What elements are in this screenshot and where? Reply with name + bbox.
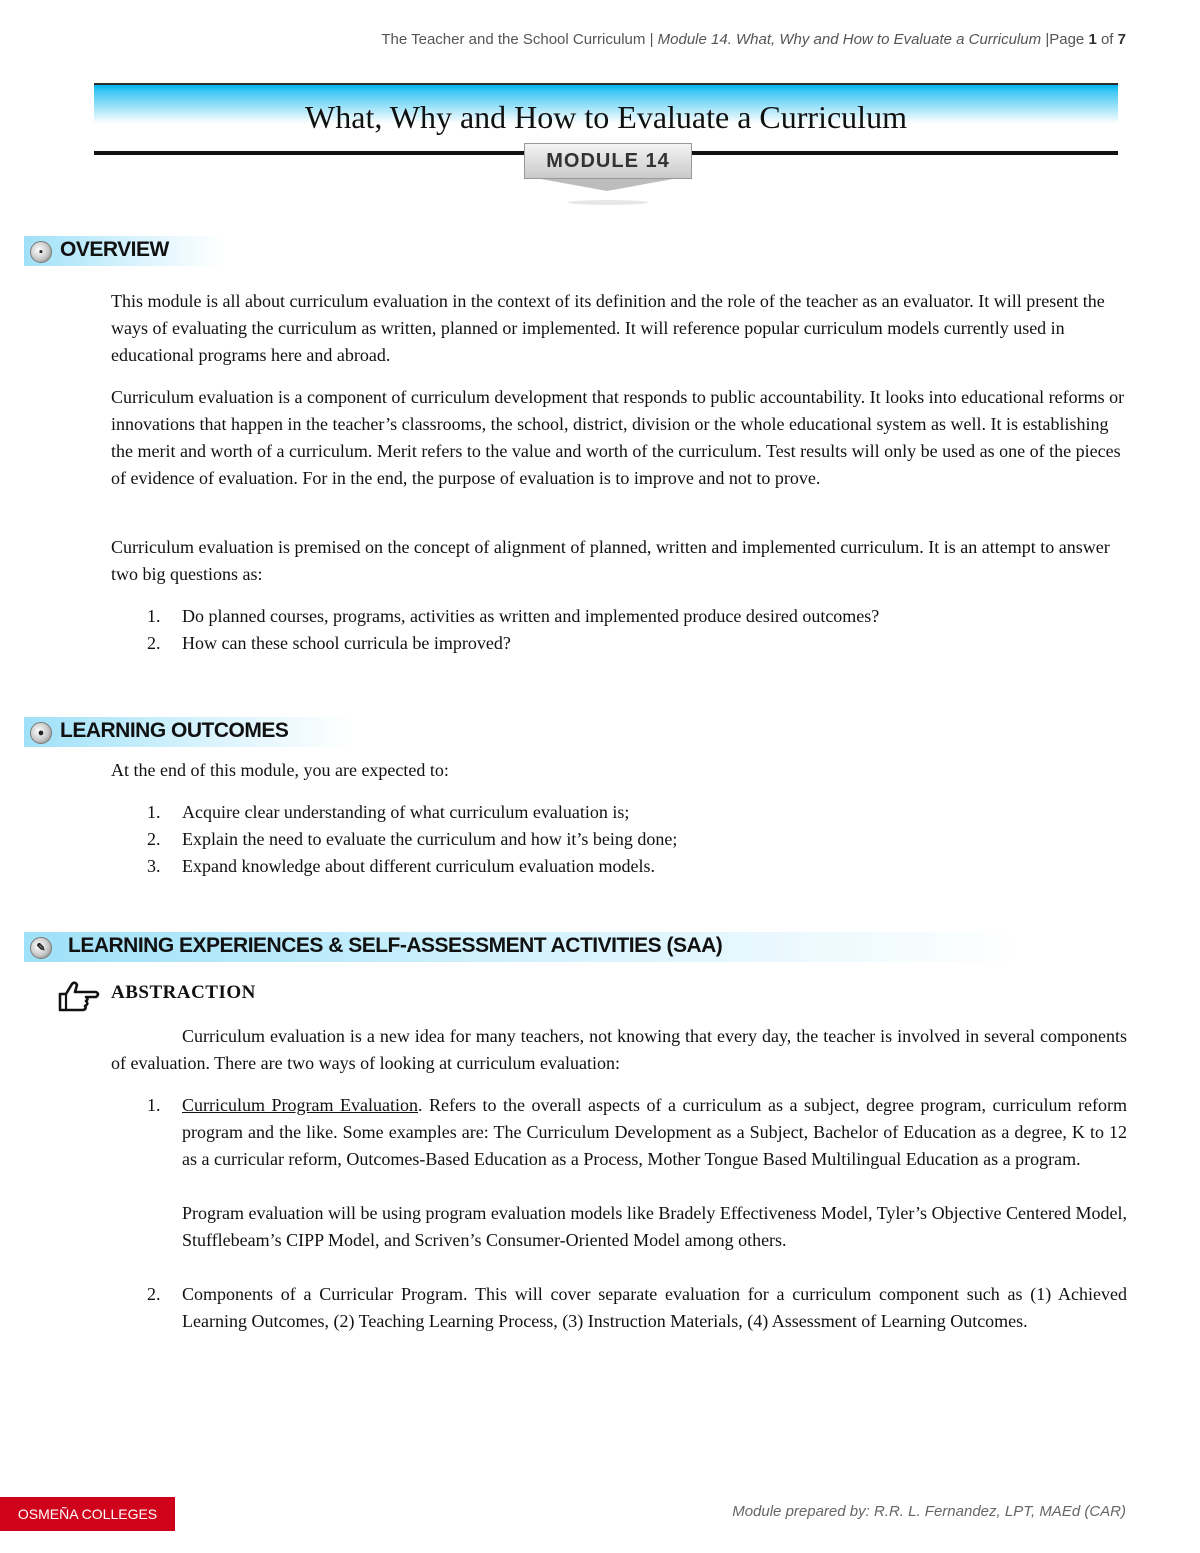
- overview-paragraph-3: Curriculum evaluation is premised on the concept of alignment of planned, written and implemented curriculum. It is an attempt to answer two big questions as:: [111, 537, 1110, 584]
- title-banner: [94, 83, 1118, 149]
- list-item: [111, 1281, 1127, 1335]
- prepared-by: Module prepared by: R.R. L. Fernandez, LPT, MAEd (CAR): [732, 1503, 1126, 1520]
- list-number: 1.: [147, 802, 161, 822]
- list-number: 2.: [147, 633, 161, 653]
- list-item: [111, 799, 1127, 826]
- course-name: The Teacher and the School Curriculum: [381, 31, 646, 48]
- overview-paragraph-2: Curriculum evaluation is a component of curriculum development that responds to public accountability. It looks into educational reforms or innovations that happen in the teacher’s classrooms, the school, district, division or the whole educational system as well. It is establishing the merit and worth of a curriculum. Merit refers to the value and worth of the curriculum. Test results will only be used as one of the pieces of evidence of evaluation. For in the end, the purpose of evaluation is to improve and not to prove.: [111, 387, 1125, 488]
- list-item: [111, 1092, 1127, 1254]
- evaluation-ways-list: [111, 1092, 1127, 1335]
- list-number: 2.: [147, 1284, 161, 1304]
- pointing-hand-icon: [56, 980, 102, 1016]
- list-item: [111, 603, 1127, 630]
- overview-paragraph-1: This module is all about curriculum evaluation in the context of its definition and the role of the teacher as an evaluator. It will present the ways of evaluating the curriculum as written, planned or implemented. It will reference popular curriculum models currently used in educational programs here and abroad.: [111, 291, 1105, 365]
- badge-tip: [530, 177, 684, 191]
- page-word: Page: [1049, 31, 1085, 48]
- experiences-section-header: [24, 932, 1024, 962]
- book-icon: ▪: [30, 241, 52, 263]
- questions-list: [111, 603, 1127, 657]
- list-number: 3.: [147, 856, 161, 876]
- program-evaluation-title: Curriculum Program Evaluation: [182, 1095, 418, 1115]
- list-text: Explain the need to evaluate the curriculum and how it’s being done;: [182, 829, 678, 849]
- module-badge: MODULE 14: [524, 143, 692, 179]
- module-reference: Module 14. What, Why and How to Evaluate a Curriculum: [657, 31, 1042, 48]
- pencil-icon: ✎: [30, 937, 52, 959]
- list-text: How can these school curricula be improved?: [182, 633, 511, 653]
- list-item: [111, 853, 1127, 880]
- outcomes-heading: LEARNING OUTCOMES: [60, 719, 289, 742]
- header-separator: |: [1045, 31, 1050, 48]
- page-current: 1: [1088, 31, 1097, 48]
- program-evaluation-text: . Refers to the overall aspects of a curriculum as a subject, degree program, curriculum reform program and the like. Some examples are: The Curriculum Development as a Subject, Bachelor of Education as a degree, K to 12 as a curricular reform, Outcomes-Based Education as a Process, Mother Tongue Based Multilingual Education as a program.: [182, 1095, 1128, 1169]
- outcomes-list: [111, 799, 1127, 880]
- components-text: Components of a Curricular Program. This will cover separate evaluation for a curriculum component such as (1) Achieved Learning Outcomes, (2) Teaching Learning Process, (3) Instruction Materials, (4) Assessment of Learning Outcomes.: [182, 1284, 1127, 1331]
- overview-section-header: [24, 236, 224, 266]
- list-number: 1.: [147, 1095, 161, 1115]
- target-icon: ●: [30, 722, 52, 744]
- page-header: [381, 31, 1126, 48]
- page-total: 7: [1117, 31, 1126, 48]
- abstraction-intro: Curriculum evaluation is a new idea for many teachers, not knowing that every day, the teacher is involved in several components of evaluation. There are two ways of looking at curriculum evaluation:: [111, 1026, 1127, 1073]
- page-title: What, Why and How to Evaluate a Curriculum: [305, 99, 907, 135]
- list-number: 1.: [147, 606, 161, 626]
- outcomes-intro: At the end of this module, you are expected to:: [111, 760, 449, 780]
- experiences-heading: LEARNING EXPERIENCES & SELF-ASSESSMENT ACTIVITIES (SAA): [68, 934, 723, 957]
- list-item: [111, 630, 1127, 657]
- list-number: 2.: [147, 829, 161, 849]
- school-label: OSMEÑA COLLEGES: [0, 1497, 175, 1531]
- outcomes-section-header: [24, 717, 354, 747]
- list-text: Acquire clear understanding of what curriculum evaluation is;: [182, 802, 630, 822]
- list-text: Do planned courses, programs, activities as written and implemented produce desired outcomes?: [182, 606, 880, 626]
- list-item: [111, 826, 1127, 853]
- badge-shadow: [568, 200, 648, 205]
- list-text: Expand knowledge about different curriculum evaluation models.: [182, 856, 656, 876]
- of-word: of: [1100, 31, 1114, 48]
- header-separator: |: [649, 31, 654, 48]
- abstraction-label: ABSTRACTION: [111, 982, 256, 1003]
- program-evaluation-followup: Program evaluation will be using program evaluation models like Bradely Effectiveness Model, Tyler’s Objective Centered Model, Stufflebeam’s CIPP Model, and Scriven’s Consumer-Oriented Model among others.: [182, 1203, 1127, 1250]
- overview-heading: OVERVIEW: [60, 238, 169, 261]
